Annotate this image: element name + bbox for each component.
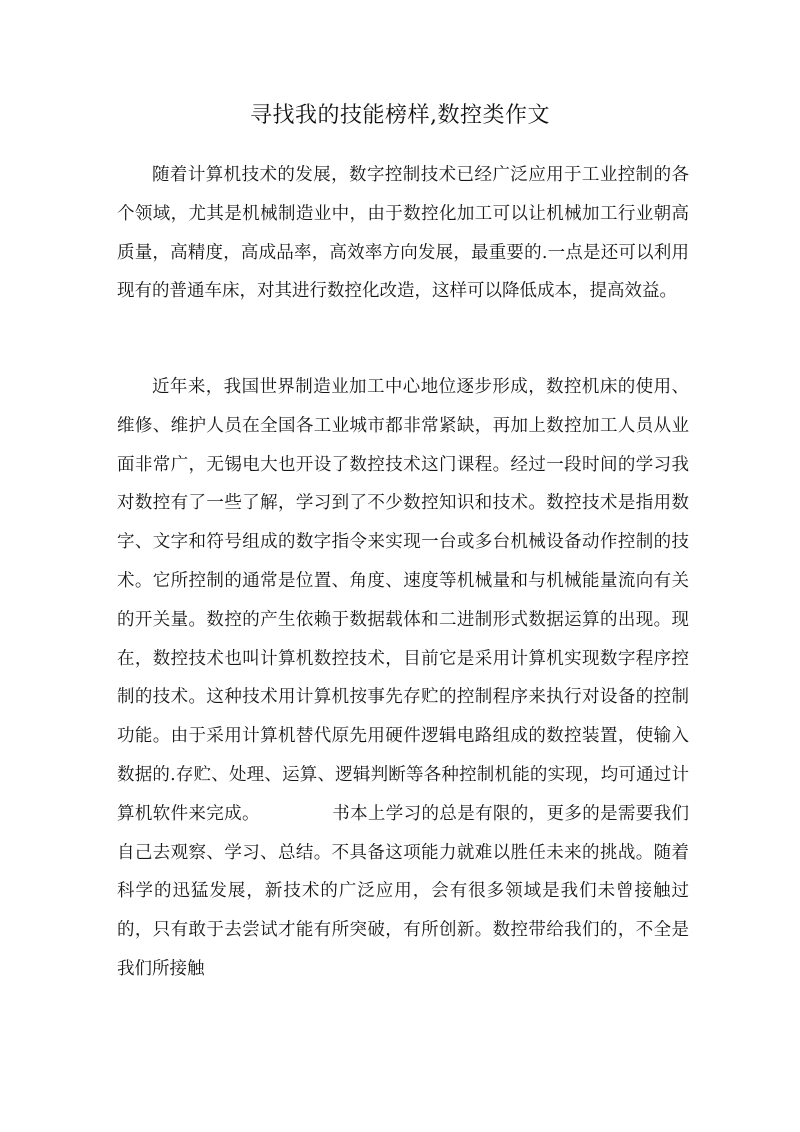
document-title: 寻找我的技能榜样,数控类作文 [250, 103, 550, 128]
paragraph-1: 随着计算机技术的发展，数字控制技术已经广泛应用于工业控制的各个领域，尤其是机械制造业中，由于数控化加工可以让机械加工行业朝高质量，高精度，高成品率，高效率方向发展，最重要的.一点是还可以利用现有的普通车床，对其进行数控化改造，这样可以降低成本，提高效益。 [117, 165, 689, 302]
paragraph-3: 书本上学习的总是有限的，更多的是需要我们自己去观察、学习、总结。不具备这项能力就难以胜任未来的挑战。随着科学的迅猛发展，新技术的广泛应用，会有很多领域是我们未曾接触过的，只有敢于去尝试才能有所突破，有所创新。数控带给我们的，不全是我们所接触 [117, 803, 690, 979]
paragraph-2-block [117, 368, 689, 989]
paragraph-2: 近年来，我国世界制造业加工中心地位逐步形成，数控机床的使用、维修、维护人员在全国各工业城市都非常紧缺，再加上数控加工人员从业面非常广，无锡电大也开设了数控技术这门课程。经过一段时间的学习我对数控有了一些了解，学习到了不少数控知识和技术。数控技术是指用数字、文字和符号组成的数字指令来实现一台或多台机械设备动作控制的技术。它所控制的通常是位置、角度、速度等机械量和与机械能量流向有关的开关量。数控的产生依赖于数据载体和二进制形式数据运算的出现。现在，数控技术也叫计算机数控技术，目前它是采用计算机实现数字程序控制的技术。这种技术用计算机按事先存贮的控制程序来执行对设备的控制功能。由于采用计算机替代原先用硬件逻辑电路组成的数控装置，使输入数据的.存贮、处理、运算、逻辑判断等各种控制机能的实现，均可通过计算机软件来完成。 [117, 377, 689, 824]
